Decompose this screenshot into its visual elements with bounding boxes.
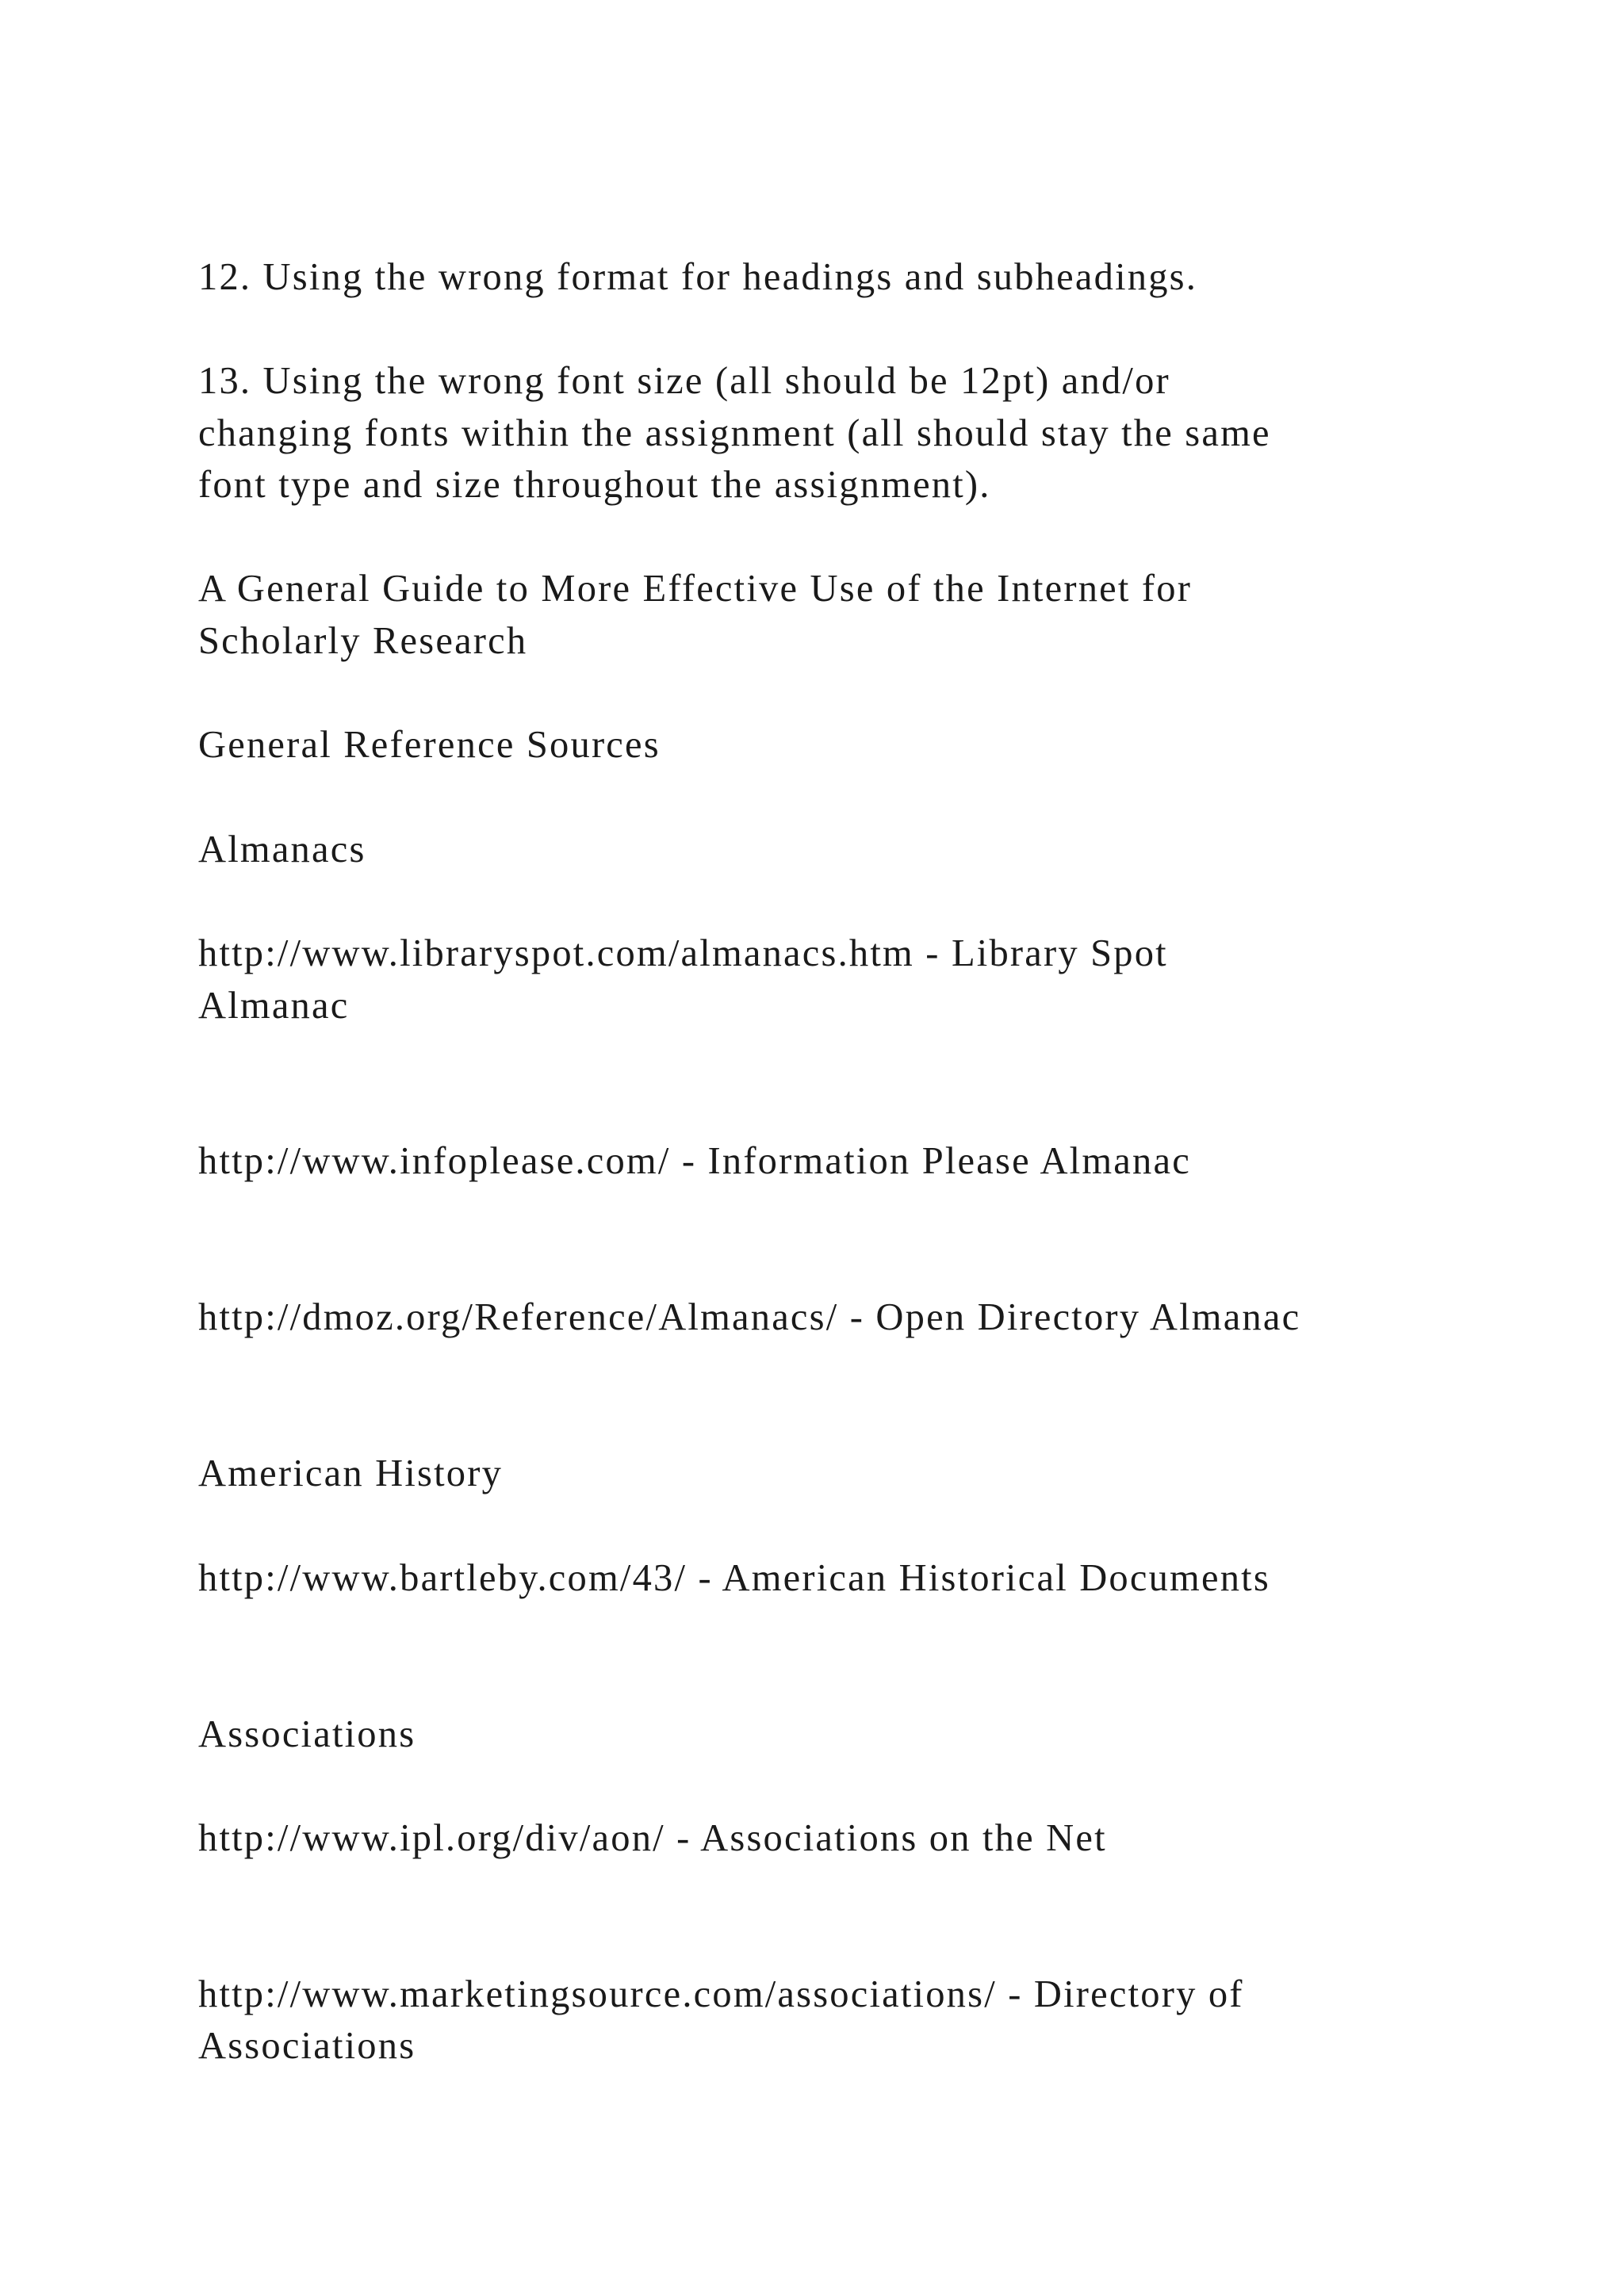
mistake-13-line-3: font type and size throughout the assignment). <box>198 464 991 506</box>
marketingsource-link-line-1: http://www.marketingsource.com/associations/ - Directory of <box>198 1973 1244 2015</box>
bartleby-link: http://www.bartleby.com/43/ - American Historical Documents <box>198 1557 1270 1599</box>
mistake-12-line: 12. Using the wrong format for headings and subheadings. <box>198 256 1198 298</box>
guide-title-line-1: A General Guide to More Effective Use of the Internet for <box>198 568 1193 610</box>
libraryspot-link-line-1: http://www.libraryspot.com/almanacs.htm - Library Spot <box>198 932 1168 974</box>
marketingsource-link-line-2: Associations <box>198 2025 416 2067</box>
mistake-13-line-1: 13. Using the wrong font size (all should be 12pt) and/or <box>198 360 1170 402</box>
infoplease-link: http://www.infoplease.com/ - Information Please Almanac <box>198 1140 1191 1182</box>
section-heading: General Reference Sources <box>198 724 661 766</box>
almanacs-heading: Almanacs <box>198 828 366 871</box>
associations-heading: Associations <box>198 1713 416 1755</box>
mistake-13-line-2: changing fonts within the assignment (all should stay the same <box>198 412 1271 454</box>
ipl-link: http://www.ipl.org/div/aon/ - Associations on the Net <box>198 1817 1107 1859</box>
dmoz-link: http://dmoz.org/Reference/Almanacs/ - Open Directory Almanac <box>198 1296 1301 1338</box>
american-history-heading: American History <box>198 1452 504 1494</box>
guide-title-line-2: Scholarly Research <box>198 620 528 662</box>
libraryspot-link-line-2: Almanac <box>198 985 350 1027</box>
